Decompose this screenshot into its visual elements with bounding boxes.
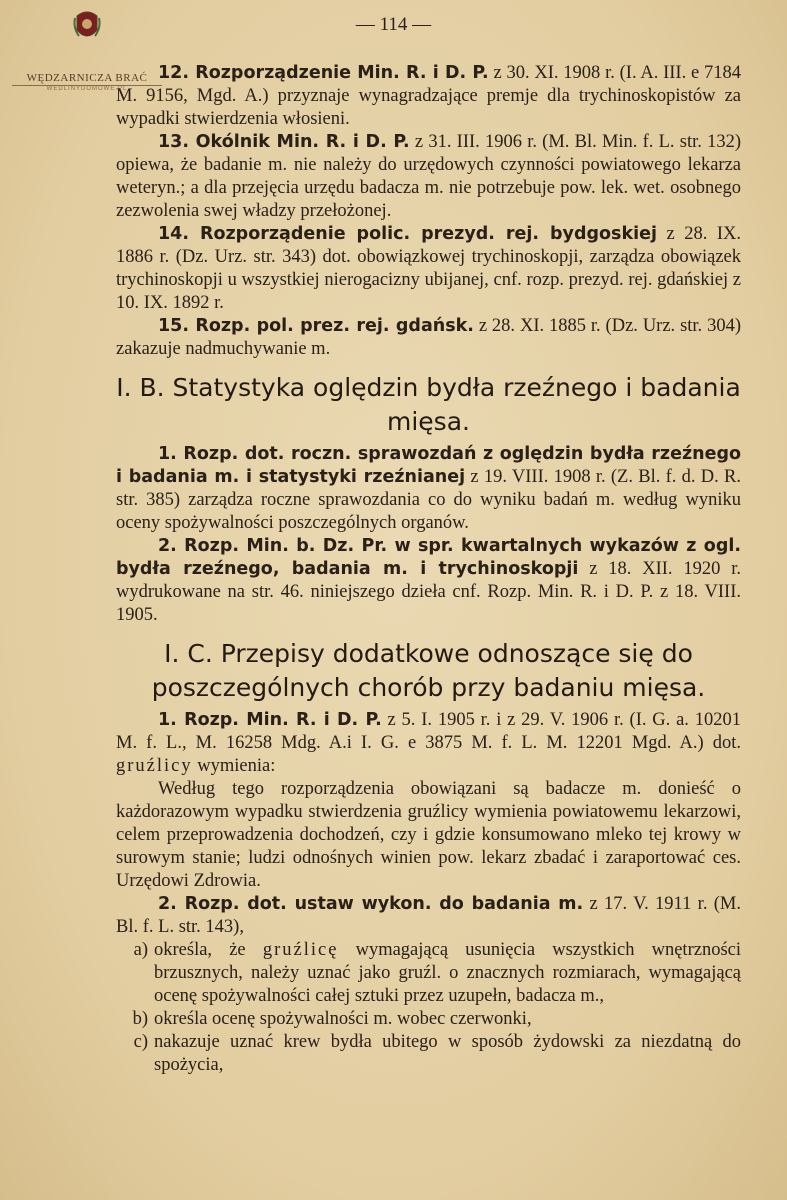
logo-name: WĘDZARNICZA BRAĆ	[12, 72, 162, 86]
entry-text: wymienia:	[192, 756, 276, 776]
entry-number: 2. Rozp. Min. b. Dz. Pr. w spr. kwartalnych wykazów z ogl. bydła rzeźnego, badania m. i trychinoskopji	[116, 536, 741, 579]
list-item	[116, 939, 741, 1008]
entry-12	[116, 62, 741, 131]
entry-14	[116, 223, 741, 315]
entry-number: 1. Rozp. dot. roczn. sprawozdań z oględzin bydła rzeźnego i badania m. i statystyki rzeźnianej	[116, 444, 741, 487]
list-text: określa ocenę spożywalności m. wobec czerwonki,	[154, 1009, 532, 1029]
entry-15	[116, 315, 741, 361]
entry-number: 2. Rozp. dot. ustaw wykon. do badania m.	[158, 894, 584, 914]
section-c-entry-2	[116, 893, 741, 939]
list-text: nakazuje uznać krew bydła ubitego w sposób żydowski za niezdatną do spożycia,	[154, 1032, 741, 1075]
entry-number: 12. Rozporządzenie Min. R. i D. P.	[158, 63, 489, 83]
list-label: c)	[133, 1032, 148, 1052]
entry-13	[116, 131, 741, 223]
emphasized-term: gruźlicę	[262, 940, 339, 960]
entry-text: z 5. I. 1905 r. i z 29. V. 1906 r. (I. G. a. 10201 M. f. L., M. 16258 Mdg. A.i I. G. e 3875 M. f. L. M. 12201 Mgd. A.) dot.	[116, 710, 741, 753]
entry-text: z 28. XI. 1885 r. (Dz. Urz. str. 304) zakazuje nadmuchywanie m.	[116, 316, 741, 359]
entry-text: z 19. VIII. 1908 r. (Z. Bl. f. d. D. R. str. 385) zarządza roczne sprawozdania co do wyniku badań m. według wyniku oceny spożywalności poszczególnych organów.	[116, 467, 741, 533]
list-text	[154, 939, 741, 1008]
entry-text: z 28. IX. 1886 r. (Dz. Urz. str. 343) dot. obowiązkowej trychinoskopji, zarządza obowiązek trychinoskopji u wszystkiej nierogacizny ubijanej, cnf. rozp. prezyd. rej. gdańskiej z 10. IX. 1892 r.	[116, 224, 742, 313]
section-c-entry-1-paragraph: Według tego rozporządzenia obowiązani są badacze m. donieść o każdorazowym wypadku stwierdzenia gruźlicy wymienia powiatowemu lekarzowi, celem przeprowadzenia dochodzeń, czy i gdzie konsumowano mleko tej krowy w surowym stanie; ludzi odnośnych winien pow. lekarz zbadać i zaraportować ces. Urzędowi Zdrowia.	[116, 779, 741, 891]
list-item	[116, 1031, 741, 1077]
list-item	[116, 1008, 741, 1031]
entry-number: 14. Rozporządenie polic. prezyd. rej. bydgoskiej	[158, 224, 657, 244]
entry-number: 1. Rozp. Min. R. i D. P.	[158, 710, 382, 730]
entry-text: z 17. V. 1911 r. (M. Bl. f. L. str. 143),	[116, 894, 741, 937]
page-content	[116, 62, 741, 1077]
list-label: b)	[132, 1009, 148, 1029]
page-number: — 114 —	[355, 14, 432, 35]
list-text-part: określa, że	[154, 940, 263, 960]
logo-subtitle: WEDLINYDOMOWE.PL	[46, 86, 128, 92]
entry-text: z 31. III. 1906 r. (M. Bl. Min. f. L. str. 132) opiewa, że badanie m. nie należy do urzędowych czynności powiatowego lekarza weteryn.; a dla przejęcia urzędu badacza m. nie potrzebuje pow. lek. wet. osobnego zezwolenia swej władzy przełożonej.	[116, 132, 741, 221]
section-heading-c: I. C. Przepisy dodatkowe odnoszące się do poszczególnych chorób przy badaniu mięsa.	[151, 639, 706, 702]
section-c-entry-1	[116, 709, 741, 778]
sub-list	[116, 939, 741, 1077]
section-heading-b: I. B. Statystyka oględzin bydła rzeźnego i badania mięsa.	[116, 373, 741, 436]
entry-text: z 30. XI. 1908 r. (I. A. III. e 7184 M. 9156, Mgd. A.) przyznaje wynagradzające premje dla trychinoskopistów za wypadki stwierdzenia włosieni.	[116, 63, 741, 129]
list-label: a)	[133, 940, 148, 960]
section-b-entry-1	[116, 443, 741, 535]
entry-text: z 18. XII. 1920 r. wydrukowane na str. 46. niniejszego dzieła cnf. Rozp. Min. R. i D. P. z 18. VIII. 1905.	[116, 559, 741, 625]
entry-number: 13. Okólnik Min. R. i D. P.	[158, 132, 410, 152]
entry-number: 15. Rozp. pol. prez. rej. gdańsk.	[158, 316, 474, 336]
emphasized-term: gruźlicy	[116, 756, 193, 776]
section-b-entry-2	[116, 535, 741, 627]
list-text-part: wymagającą usunięcia wszystkich wnętrzności brzusznych, należy uznać jako gruźl. o znacznych rozmiarach, wymagającą ocenę spożywalności całej sztuki przez uzupełn, badacza m.,	[154, 940, 741, 1006]
